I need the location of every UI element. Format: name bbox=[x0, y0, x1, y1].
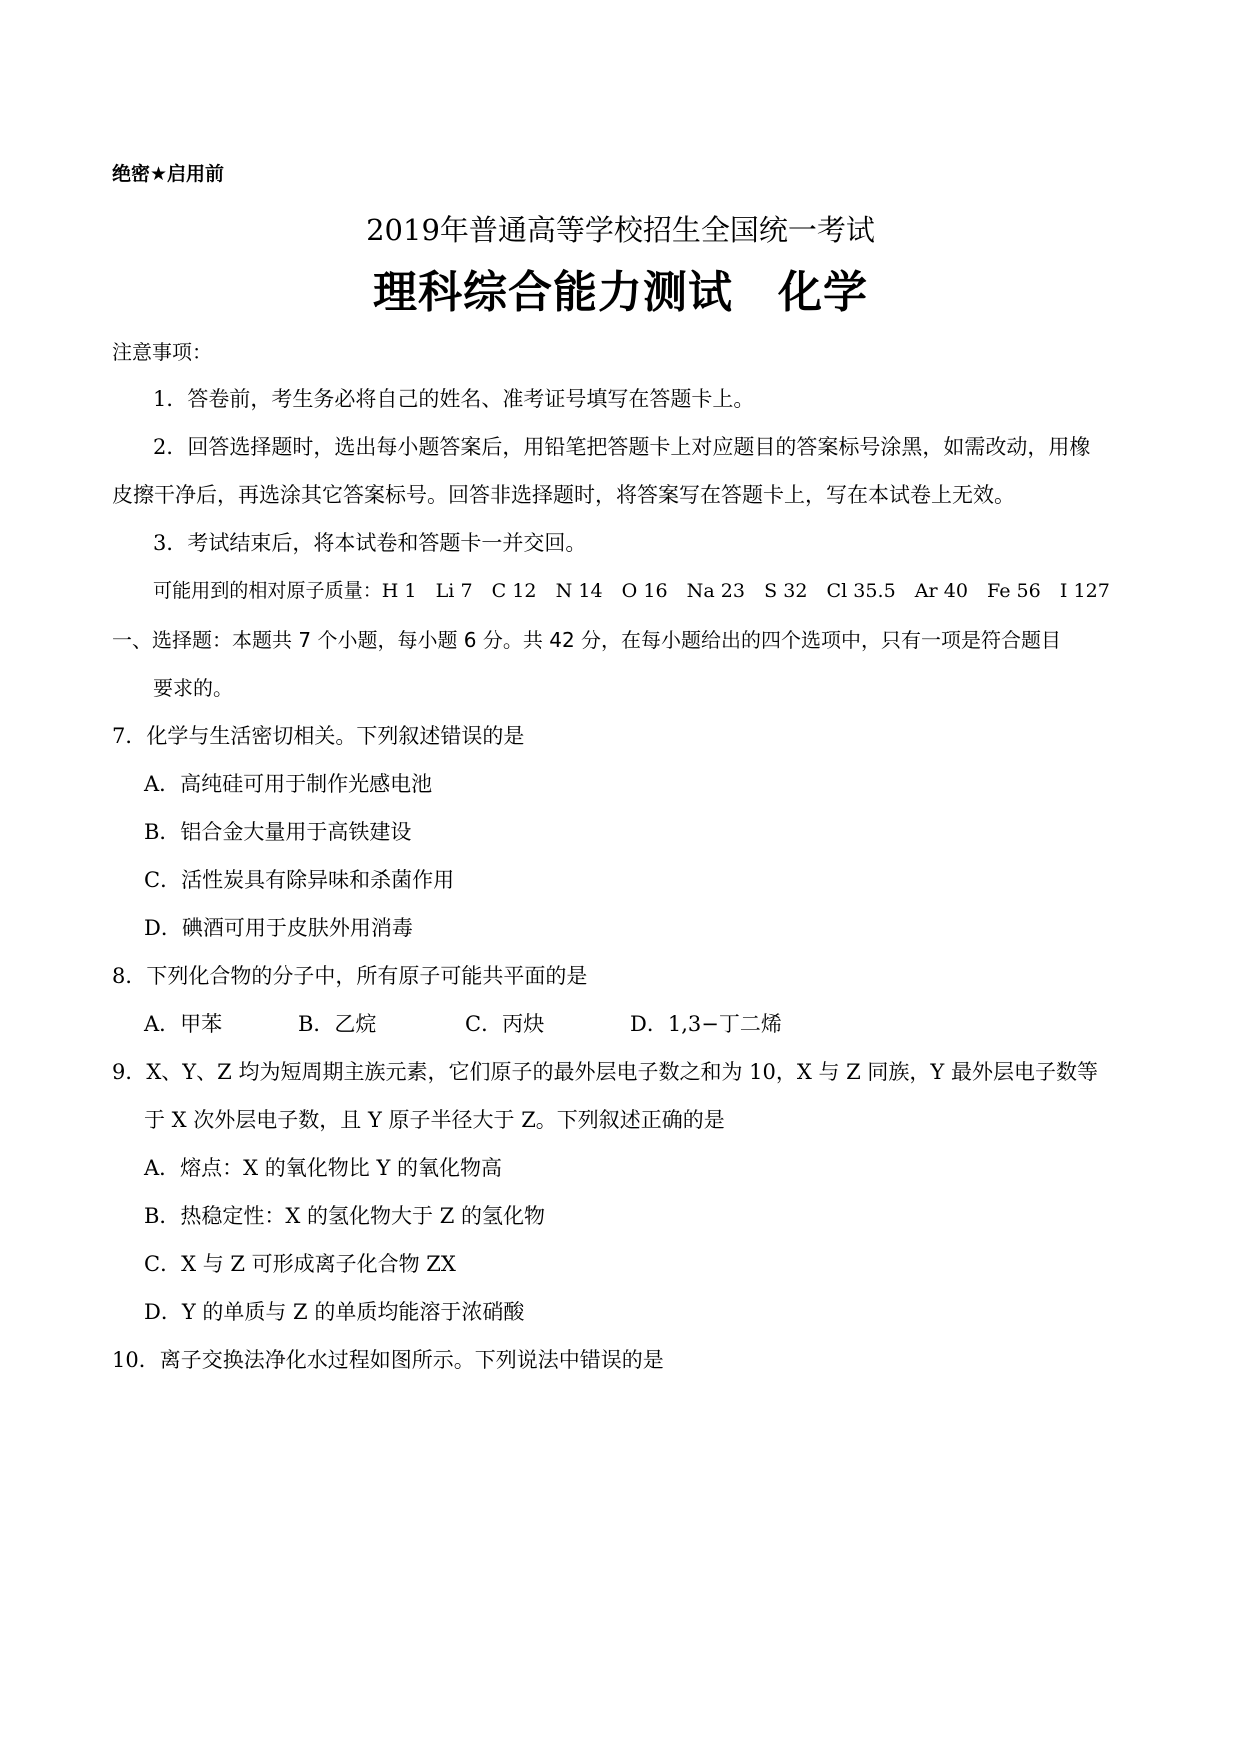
atomic-masses: 可能用到的相对原子质量：H 1 Li 7 C 12 N 14 O 16 Na 23 S 32 Cl 35.5 Ar 40 Fe 56 I 127 bbox=[153, 580, 1110, 602]
question-9-option-a: A．熔点：X 的氧化物比 Y 的氧化物高 bbox=[144, 1156, 503, 1180]
notice-item-1: 1．答卷前，考生务必将自己的姓名、准考证号填写在答题卡上。 bbox=[153, 387, 755, 411]
question-7-option-c: C．活性炭具有除异味和杀菌作用 bbox=[144, 868, 455, 892]
secret-label: 绝密★启用前 bbox=[112, 163, 225, 185]
question-10-stem: 10．离子交换法净化水过程如图所示。下列说法中错误的是 bbox=[112, 1348, 664, 1372]
notice-item-2-line-1: 2．回答选择题时，选出每小题答案后，用铅笔把答题卡上对应题目的答案标号涂黑，如需改动，用橡 bbox=[153, 435, 1091, 459]
question-8-stem: 8．下列化合物的分子中，所有原子可能共平面的是 bbox=[112, 964, 588, 988]
question-8-option-d: D．1,3−丁二烯 bbox=[630, 1012, 782, 1036]
notice-item-3: 3．考试结束后，将本试卷和答题卡一并交回。 bbox=[153, 531, 587, 555]
question-9-stem-line-1: 9．X、Y、Z 均为短周期主族元素，它们原子的最外层电子数之和为 10，X 与 Z 同族，Y 最外层电子数等 bbox=[112, 1060, 1098, 1084]
question-9-option-d: D．Y 的单质与 Z 的单质均能溶于浓硝酸 bbox=[144, 1300, 525, 1324]
subject-title: 理科综合能力测试 化学 bbox=[373, 267, 868, 318]
notice-item-2-line-2: 皮擦干净后，再选涂其它答案标号。回答非选择题时，将答案写在答题卡上，写在本试卷上无效。 bbox=[112, 483, 1015, 507]
notice-heading: 注意事项： bbox=[112, 340, 212, 364]
question-7-option-b: B．铝合金大量用于高铁建设 bbox=[144, 820, 412, 844]
question-8-option-b: B．乙烷 bbox=[298, 1012, 377, 1036]
question-7-option-d: D．碘酒可用于皮肤外用消毒 bbox=[144, 916, 413, 940]
question-7-option-a: A．高纯硅可用于制作光感电池 bbox=[144, 772, 433, 796]
section-1-heading-line-2: 要求的。 bbox=[153, 676, 233, 700]
question-9-stem-line-2: 于 X 次外层电子数，且 Y 原子半径大于 Z。下列叙述正确的是 bbox=[144, 1108, 725, 1132]
question-8-option-a: A．甲苯 bbox=[144, 1012, 223, 1036]
question-8-option-c: C．丙炔 bbox=[465, 1012, 545, 1036]
question-7-stem: 7．化学与生活密切相关。下列叙述错误的是 bbox=[112, 724, 525, 748]
section-1-heading-line-1: 一、选择题：本题共 7 个小题，每小题 6 分。共 42 分，在每小题给出的四个选项中，只有一项是符合题目 bbox=[112, 628, 1062, 652]
exam-title: 2019年普通高等学校招生全国统一考试 bbox=[366, 213, 875, 247]
question-9-option-c: C．X 与 Z 可形成离子化合物 ZX bbox=[144, 1252, 456, 1276]
question-9-option-b: B．热稳定性：X 的氢化物大于 Z 的氢化物 bbox=[144, 1204, 545, 1228]
